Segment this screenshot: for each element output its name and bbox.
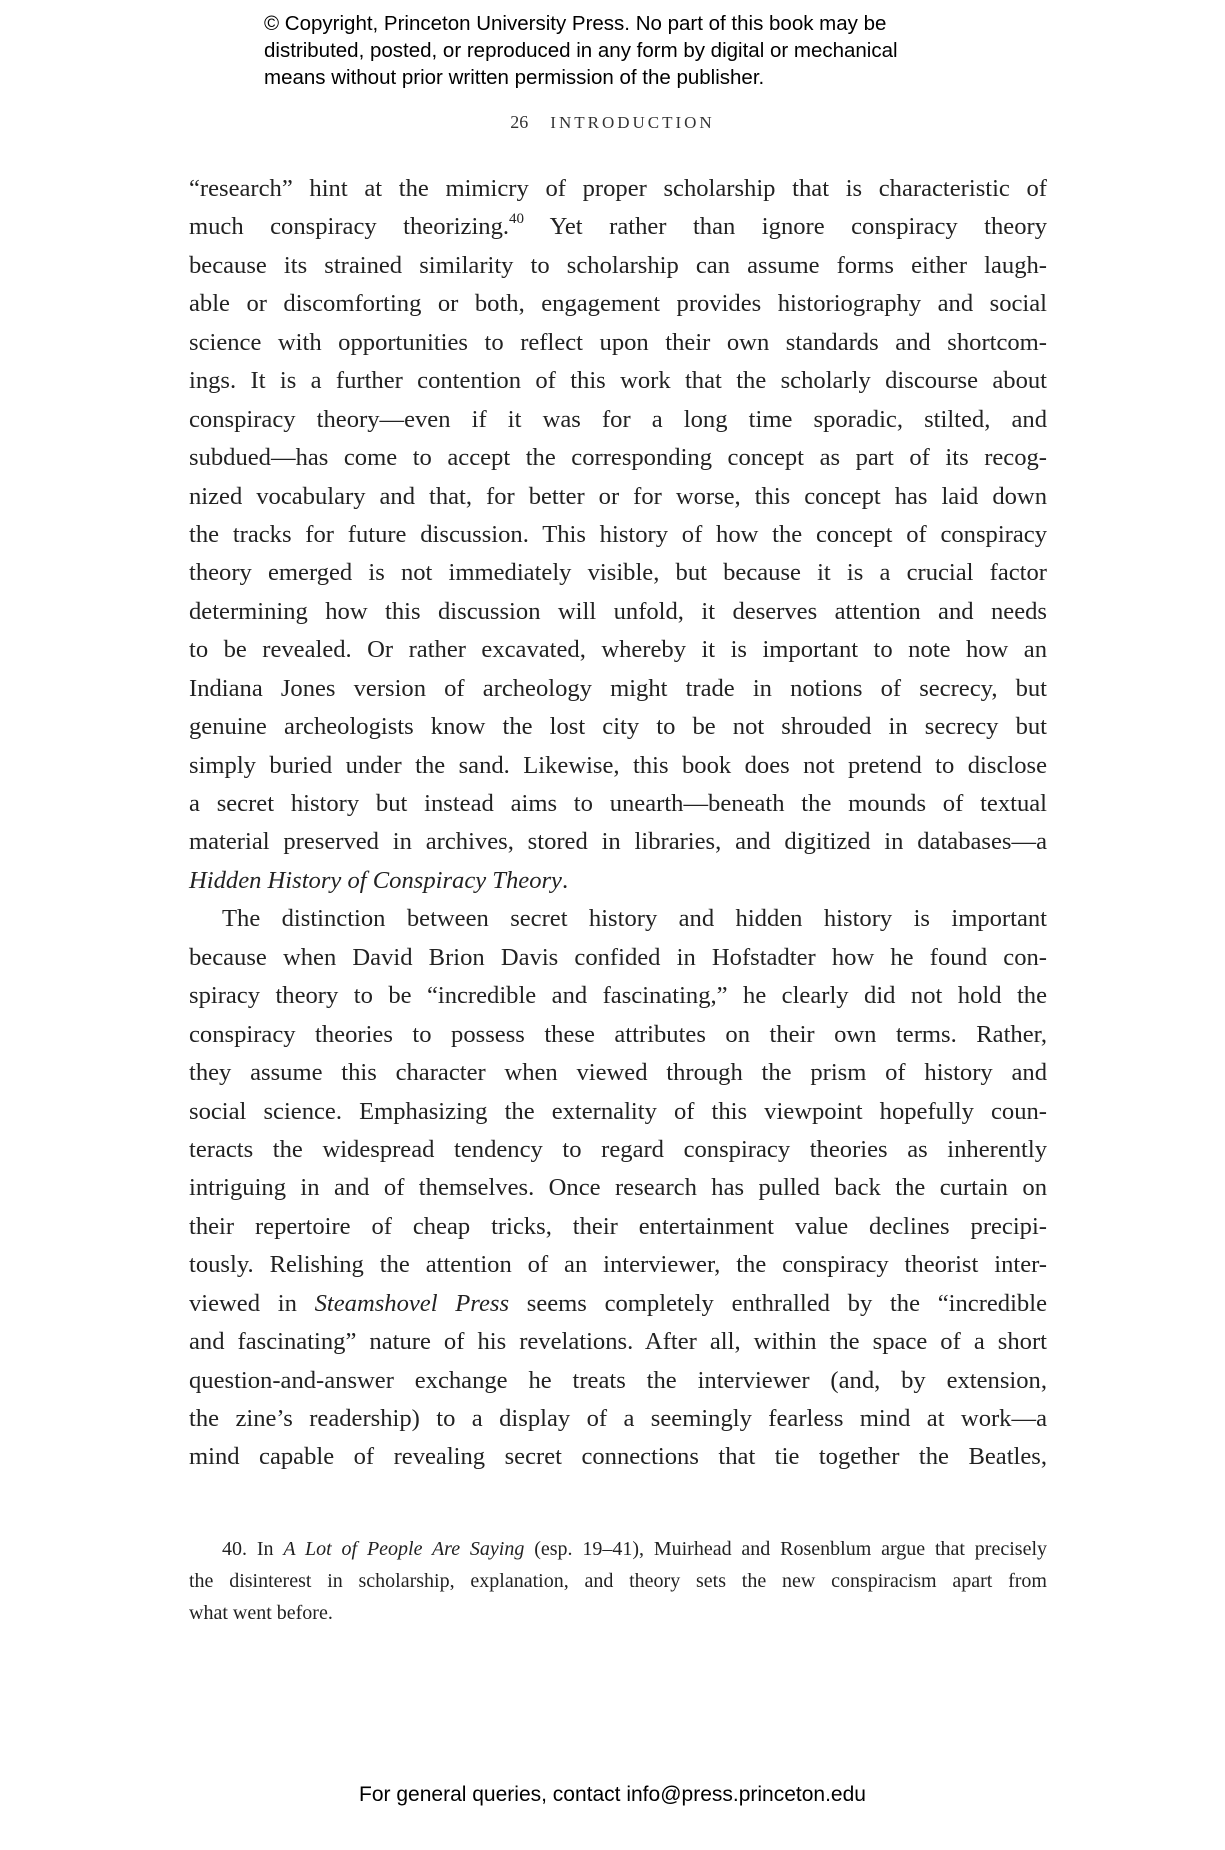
text-line: theory emerged is not immediately visible, but because it is a crucial factor xyxy=(189,559,1047,587)
text-line: conspiracy theories to possess these attributes on their own terms. Rather, xyxy=(189,1020,1047,1048)
publication-title: Steamshovel Press xyxy=(314,1289,510,1317)
text: viewed in xyxy=(189,1289,297,1317)
footnote-number: 40. In xyxy=(222,1538,284,1560)
copyright-line: © Copyright, Princeton University Press. No part of this book may be xyxy=(264,12,887,35)
copyright-line: distributed, posted, or reproduced in any form by digital or mechanical xyxy=(264,39,898,62)
text-line: nized vocabulary and that, for better or for worse, this concept has laid down xyxy=(189,482,1047,510)
text-line: because its strained similarity to scholarship can assume forms either laugh- xyxy=(189,251,1047,279)
contact-footer: For general queries, contact info@press.princeton.edu xyxy=(359,1783,866,1806)
text: “research” hint at the mimicry of proper scholarship that is characteristic of xyxy=(189,175,1047,202)
text-line: because when David Brion Davis confided in Hofstadter how he found con- xyxy=(189,943,1047,971)
text-line: a secret history but instead aims to unearth—beneath the mounds of textual xyxy=(189,790,1047,817)
text-line: ings. It is a further contention of this work that the scholarly discourse about xyxy=(189,367,1047,395)
footnote-line xyxy=(189,1533,1047,1565)
text-line: the zine’s readership) to a display of a seemingly fearless mind at work—a xyxy=(189,1405,1047,1432)
text-line: genuine archeologists know the lost city to be not shrouded in secrecy but xyxy=(189,713,1047,741)
page-number: 26 xyxy=(510,112,529,132)
text-line: able or discomforting or both, engagement provides historiography and social xyxy=(189,290,1047,318)
text-line: the tracks for future discussion. This history of how the concept of conspiracy xyxy=(189,520,1047,548)
text-line: intriguing in and of themselves. Once research has pulled back the curtain on xyxy=(189,1174,1047,1202)
section-title: INTRODUCTION xyxy=(550,113,715,132)
text-line: teracts the widespread tendency to regard conspiracy theories as inherently xyxy=(189,1135,1047,1163)
text-line: they assume this character when viewed through the prism of history and xyxy=(189,1059,1047,1087)
footnote xyxy=(189,1533,1047,1629)
text-line: simply buried under the sand. Likewise, this book does not pretend to disclose xyxy=(189,751,1047,779)
footnote-line: what went before. xyxy=(189,1602,333,1624)
text: . xyxy=(561,866,569,894)
text: much conspiracy theorizing. xyxy=(189,213,510,241)
text-line: determining how this discussion will unfold, it deserves attention and needs xyxy=(189,597,1047,625)
copyright-line: means without prior written permission of the publisher. xyxy=(264,66,765,89)
text-line: and fascinating” nature of his revelations. After all, within the space of a short xyxy=(189,1328,1047,1356)
copyright-notice xyxy=(264,10,1024,91)
text-line: The distinction between secret history and hidden history is important xyxy=(222,905,1047,933)
text-line: social science. Emphasizing the externality of this viewpoint hopefully coun- xyxy=(189,1097,1047,1125)
text-line xyxy=(189,862,1047,900)
text: Yet rather than ignore conspiracy theory xyxy=(524,213,1047,241)
running-head xyxy=(0,112,1225,133)
text: seems completely enthralled by the “incredible xyxy=(509,1289,1047,1317)
text-line: tously. Relishing the attention of an interviewer, the conspiracy theorist inter- xyxy=(189,1251,1047,1279)
footnote-reference[interactable]: 40 xyxy=(509,211,525,228)
text-line: subdued—has come to accept the corresponding concept as part of its recog- xyxy=(189,444,1047,472)
footnote-line: the disinterest in scholarship, explanation, and theory sets the new conspiracism apart from xyxy=(189,1570,1047,1592)
text-line: mind capable of revealing secret connections that tie together the Beatles, xyxy=(189,1443,1047,1471)
text: (esp. 19–41), Muirhead and Rosenblum argue that precisely xyxy=(524,1538,1047,1560)
text-line xyxy=(189,208,1047,246)
text-line: to be revealed. Or rather excavated, whereby it is important to note how an xyxy=(189,636,1047,664)
text-line: spiracy theory to be “incredible and fascinating,” he clearly did not hold the xyxy=(189,982,1047,1010)
text-line: science with opportunities to reflect upon their own standards and shortcom- xyxy=(189,328,1047,356)
text-line xyxy=(189,1285,1047,1323)
body-text xyxy=(189,170,1047,1477)
text-line: their repertoire of cheap tricks, their entertainment value declines precipi- xyxy=(189,1212,1047,1240)
text-line xyxy=(189,170,1047,208)
text-line: material preserved in archives, stored in libraries, and digitized in databases—a xyxy=(189,828,1047,856)
text-line: question-and-answer exchange he treats the interviewer (and, by extension, xyxy=(189,1366,1047,1394)
text-line: Indiana Jones version of archeology might trade in notions of secrecy, but xyxy=(189,674,1047,702)
text-line: conspiracy theory—even if it was for a long time sporadic, stilted, and xyxy=(189,405,1047,433)
book-title: A Lot of People Are Saying xyxy=(283,1538,525,1560)
book-title: Hidden History of Conspiracy Theory xyxy=(189,866,562,894)
